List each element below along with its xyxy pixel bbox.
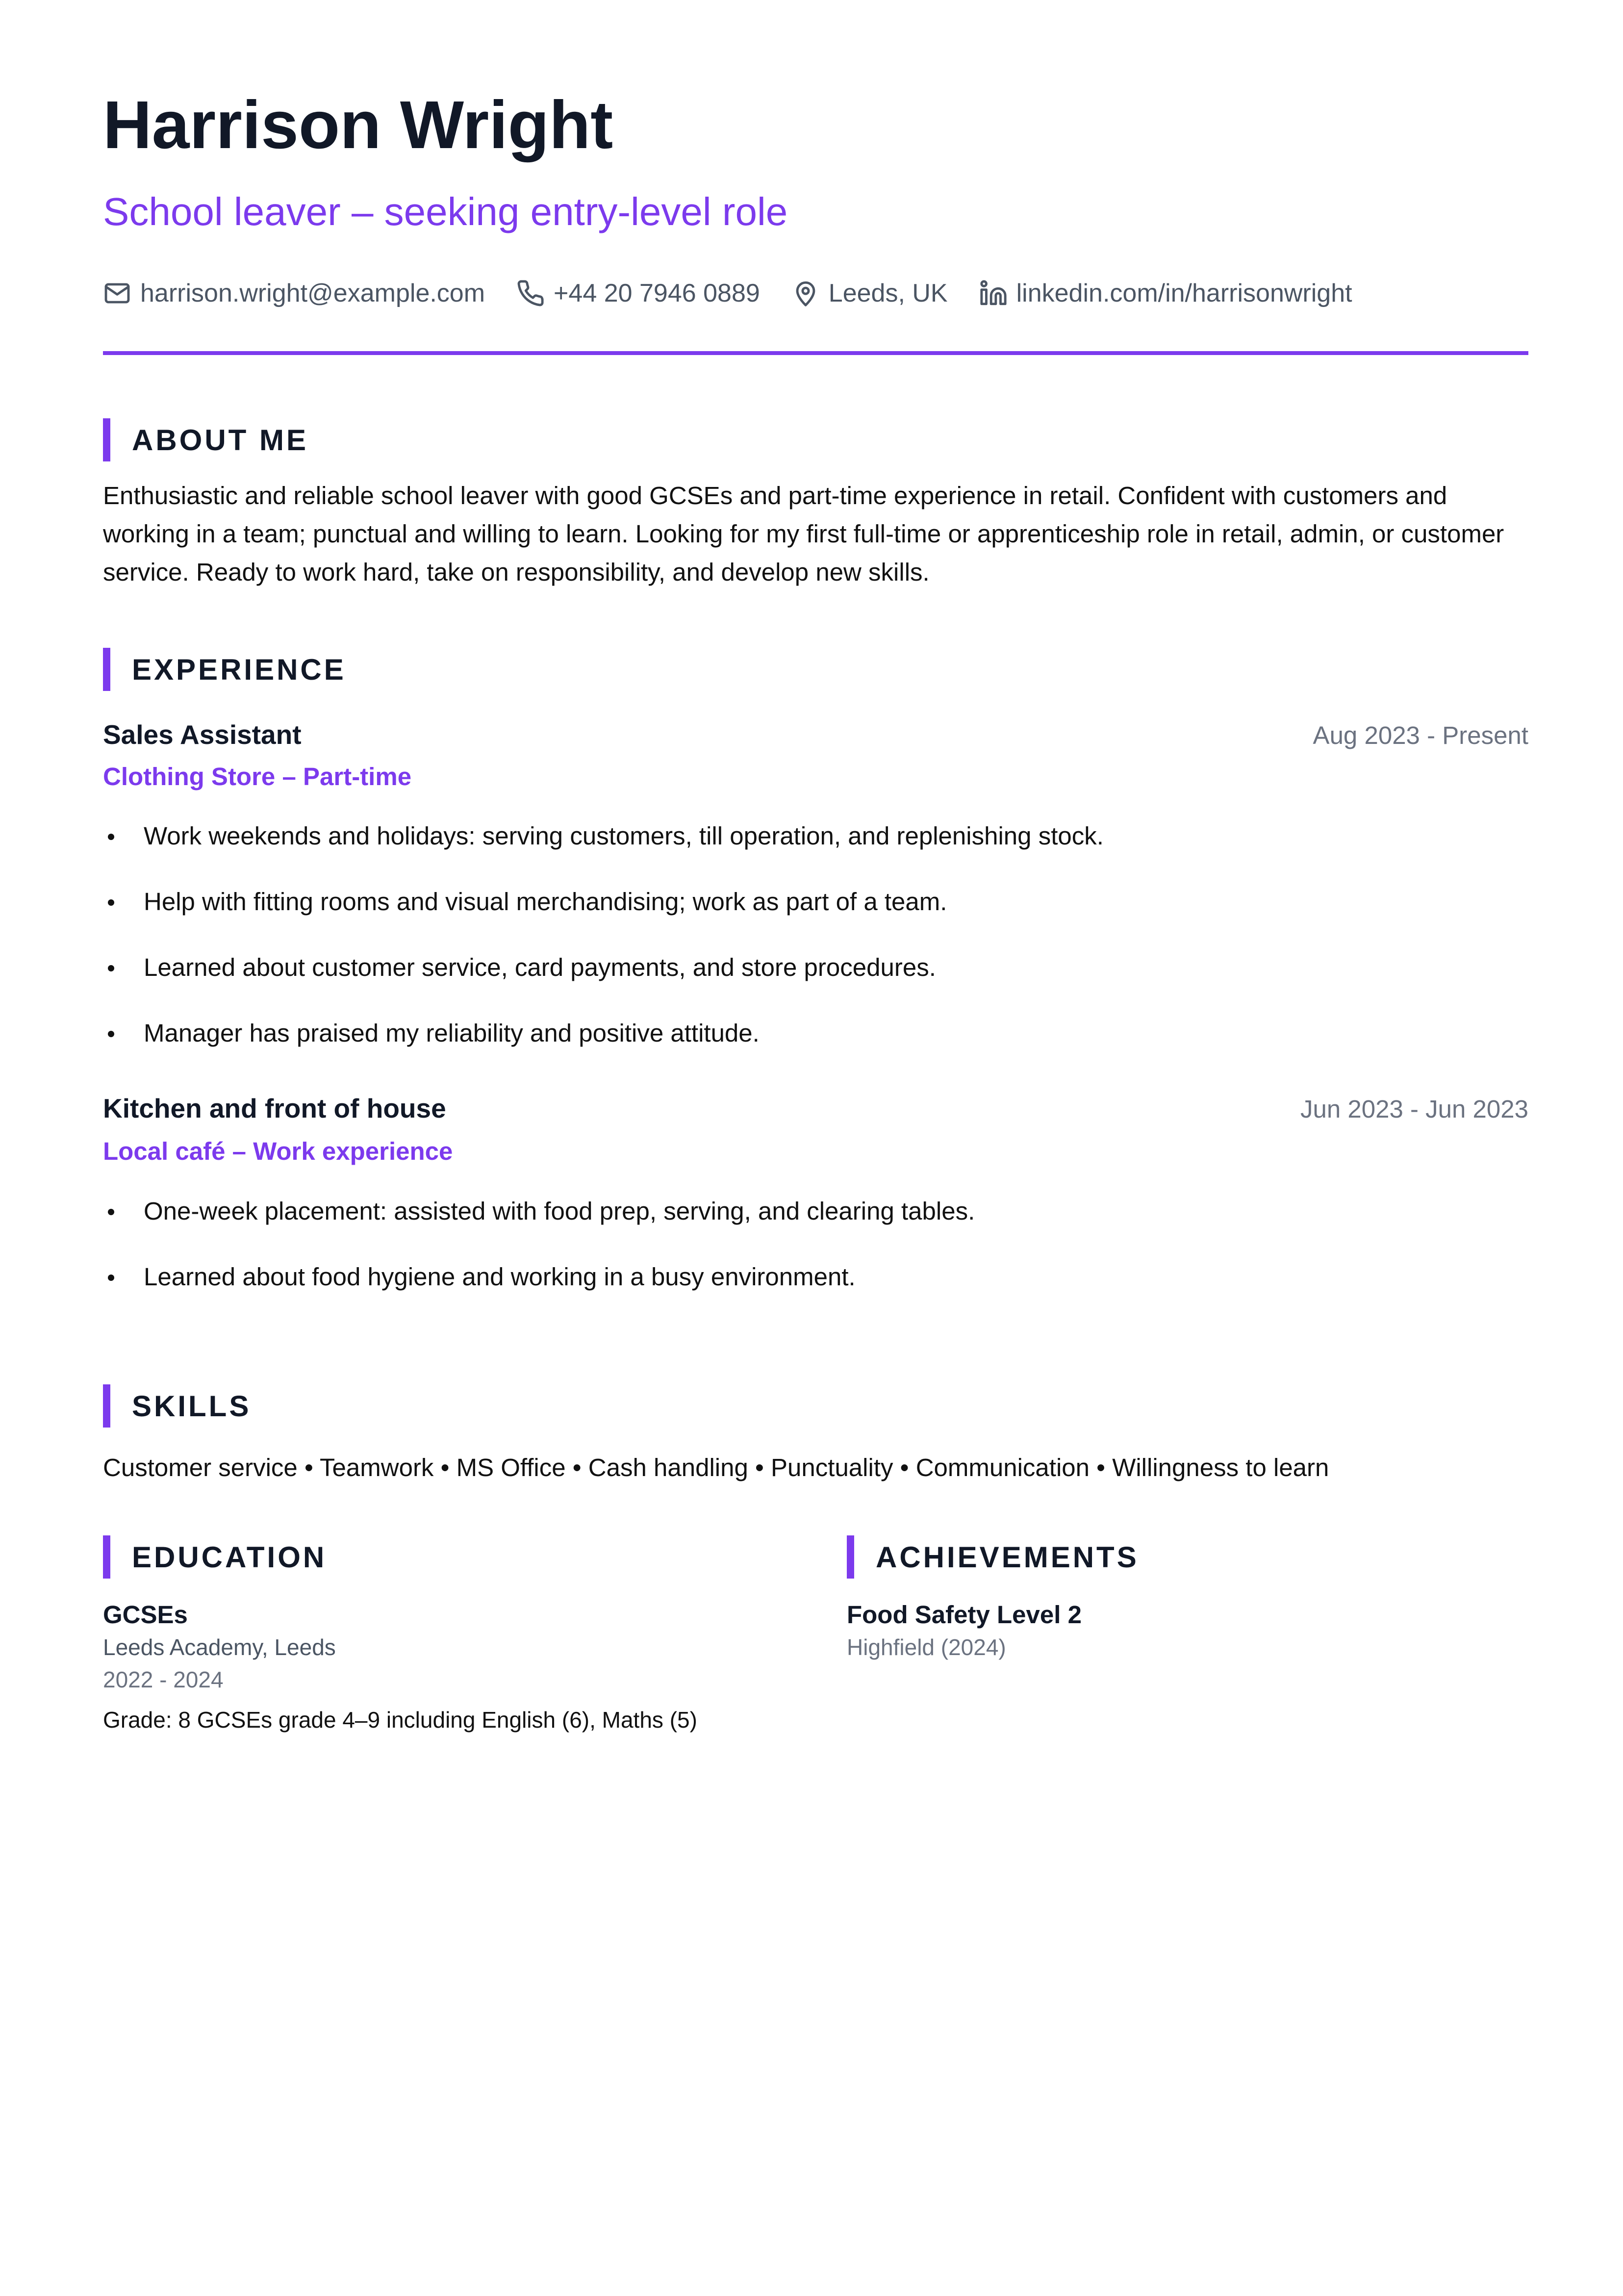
section-heading-achievements xyxy=(847,1535,1528,1579)
section-title: SKILLS xyxy=(132,1389,252,1423)
job-title: Sales Assistant xyxy=(103,719,302,750)
section-heading-skills xyxy=(103,1384,251,1428)
header-divider xyxy=(103,351,1528,355)
map-pin-icon xyxy=(791,279,820,307)
section-heading-experience xyxy=(103,647,346,691)
contact-linkedin[interactable] xyxy=(979,279,1352,308)
job-bullets xyxy=(103,821,1528,1084)
job-bullet: Manager has praised my reliability and positive attitude. xyxy=(103,1019,1528,1084)
section-accent-bar xyxy=(103,1535,110,1579)
education-dates: 2022 - 2024 xyxy=(103,1667,224,1692)
phone-icon xyxy=(516,279,545,307)
job-bullet: Help with fitting rooms and visual merchandising; work as part of a team. xyxy=(103,887,1528,953)
job-company: Local café – Work experience xyxy=(103,1137,453,1165)
section-title: ACHIEVEMENTS xyxy=(876,1540,1139,1574)
contact-phone-text: +44 20 7946 0889 xyxy=(554,279,760,307)
education-grade-note: Grade: 8 GCSEs grade 4–9 including English (6), Maths (5) xyxy=(103,1707,697,1733)
job-dates: Aug 2023 - Present xyxy=(1313,721,1528,749)
job-company: Clothing Store – Part-time xyxy=(103,763,412,791)
job-bullet: Learned about food hygiene and working in a busy environment. xyxy=(103,1262,1528,1328)
contact-linkedin-text: linkedin.com/in/harrisonwright xyxy=(1016,279,1352,307)
education-qualification: GCSEs xyxy=(103,1601,188,1629)
section-heading-about xyxy=(103,418,308,462)
section-accent-bar xyxy=(103,1384,110,1428)
contact-email-text: harrison.wright@example.com xyxy=(140,279,485,307)
achievement-detail: Highfield (2024) xyxy=(847,1634,1006,1660)
contact-bar xyxy=(103,279,1384,308)
job-bullets xyxy=(103,1197,1528,1328)
achievement-title: Food Safety Level 2 xyxy=(847,1601,1082,1629)
achievements-column xyxy=(847,1535,1528,1663)
mail-icon xyxy=(103,279,131,307)
job-bullet: Work weekends and holidays: serving customers, till operation, and replenishing stock. xyxy=(103,821,1528,887)
section-heading-education xyxy=(103,1535,814,1579)
about-text: Enthusiastic and reliable school leaver with good GCSEs and part-time experience in retail. Confident with customers and working in a team; punctual and willing to learn. Looking for my first full-time or apprenticeship role in retail, admin, or customer service. Ready to work hard, take on responsibility, and develop new skills. xyxy=(103,482,1504,586)
section-accent-bar xyxy=(847,1535,854,1579)
section-title: EXPERIENCE xyxy=(132,653,346,686)
education-school: Leeds Academy, Leeds xyxy=(103,1634,336,1660)
candidate-headline: School leaver – seeking entry-level role xyxy=(103,190,788,233)
section-accent-bar xyxy=(103,418,110,461)
contact-phone[interactable] xyxy=(516,279,760,308)
job-bullet: Learned about customer service, card payments, and store procedures. xyxy=(103,953,1528,1019)
job-dates: Jun 2023 - Jun 2023 xyxy=(1300,1095,1528,1123)
contact-location xyxy=(791,279,948,308)
candidate-name: Harrison Wright xyxy=(103,87,613,163)
linkedin-icon xyxy=(979,279,1008,307)
section-accent-bar xyxy=(103,648,110,691)
contact-email[interactable] xyxy=(103,279,485,308)
contact-location-text: Leeds, UK xyxy=(828,279,948,307)
job-bullet: One-week placement: assisted with food prep, serving, and clearing tables. xyxy=(103,1197,1528,1262)
skills-list: Customer service • Teamwork • MS Office • Cash handling • Punctuality • Communication • Willingness to learn xyxy=(103,1454,1329,1481)
education-column xyxy=(103,1535,814,1736)
section-title: ABOUT ME xyxy=(132,423,308,457)
section-title: EDUCATION xyxy=(132,1540,327,1574)
job-title: Kitchen and front of house xyxy=(103,1093,446,1123)
